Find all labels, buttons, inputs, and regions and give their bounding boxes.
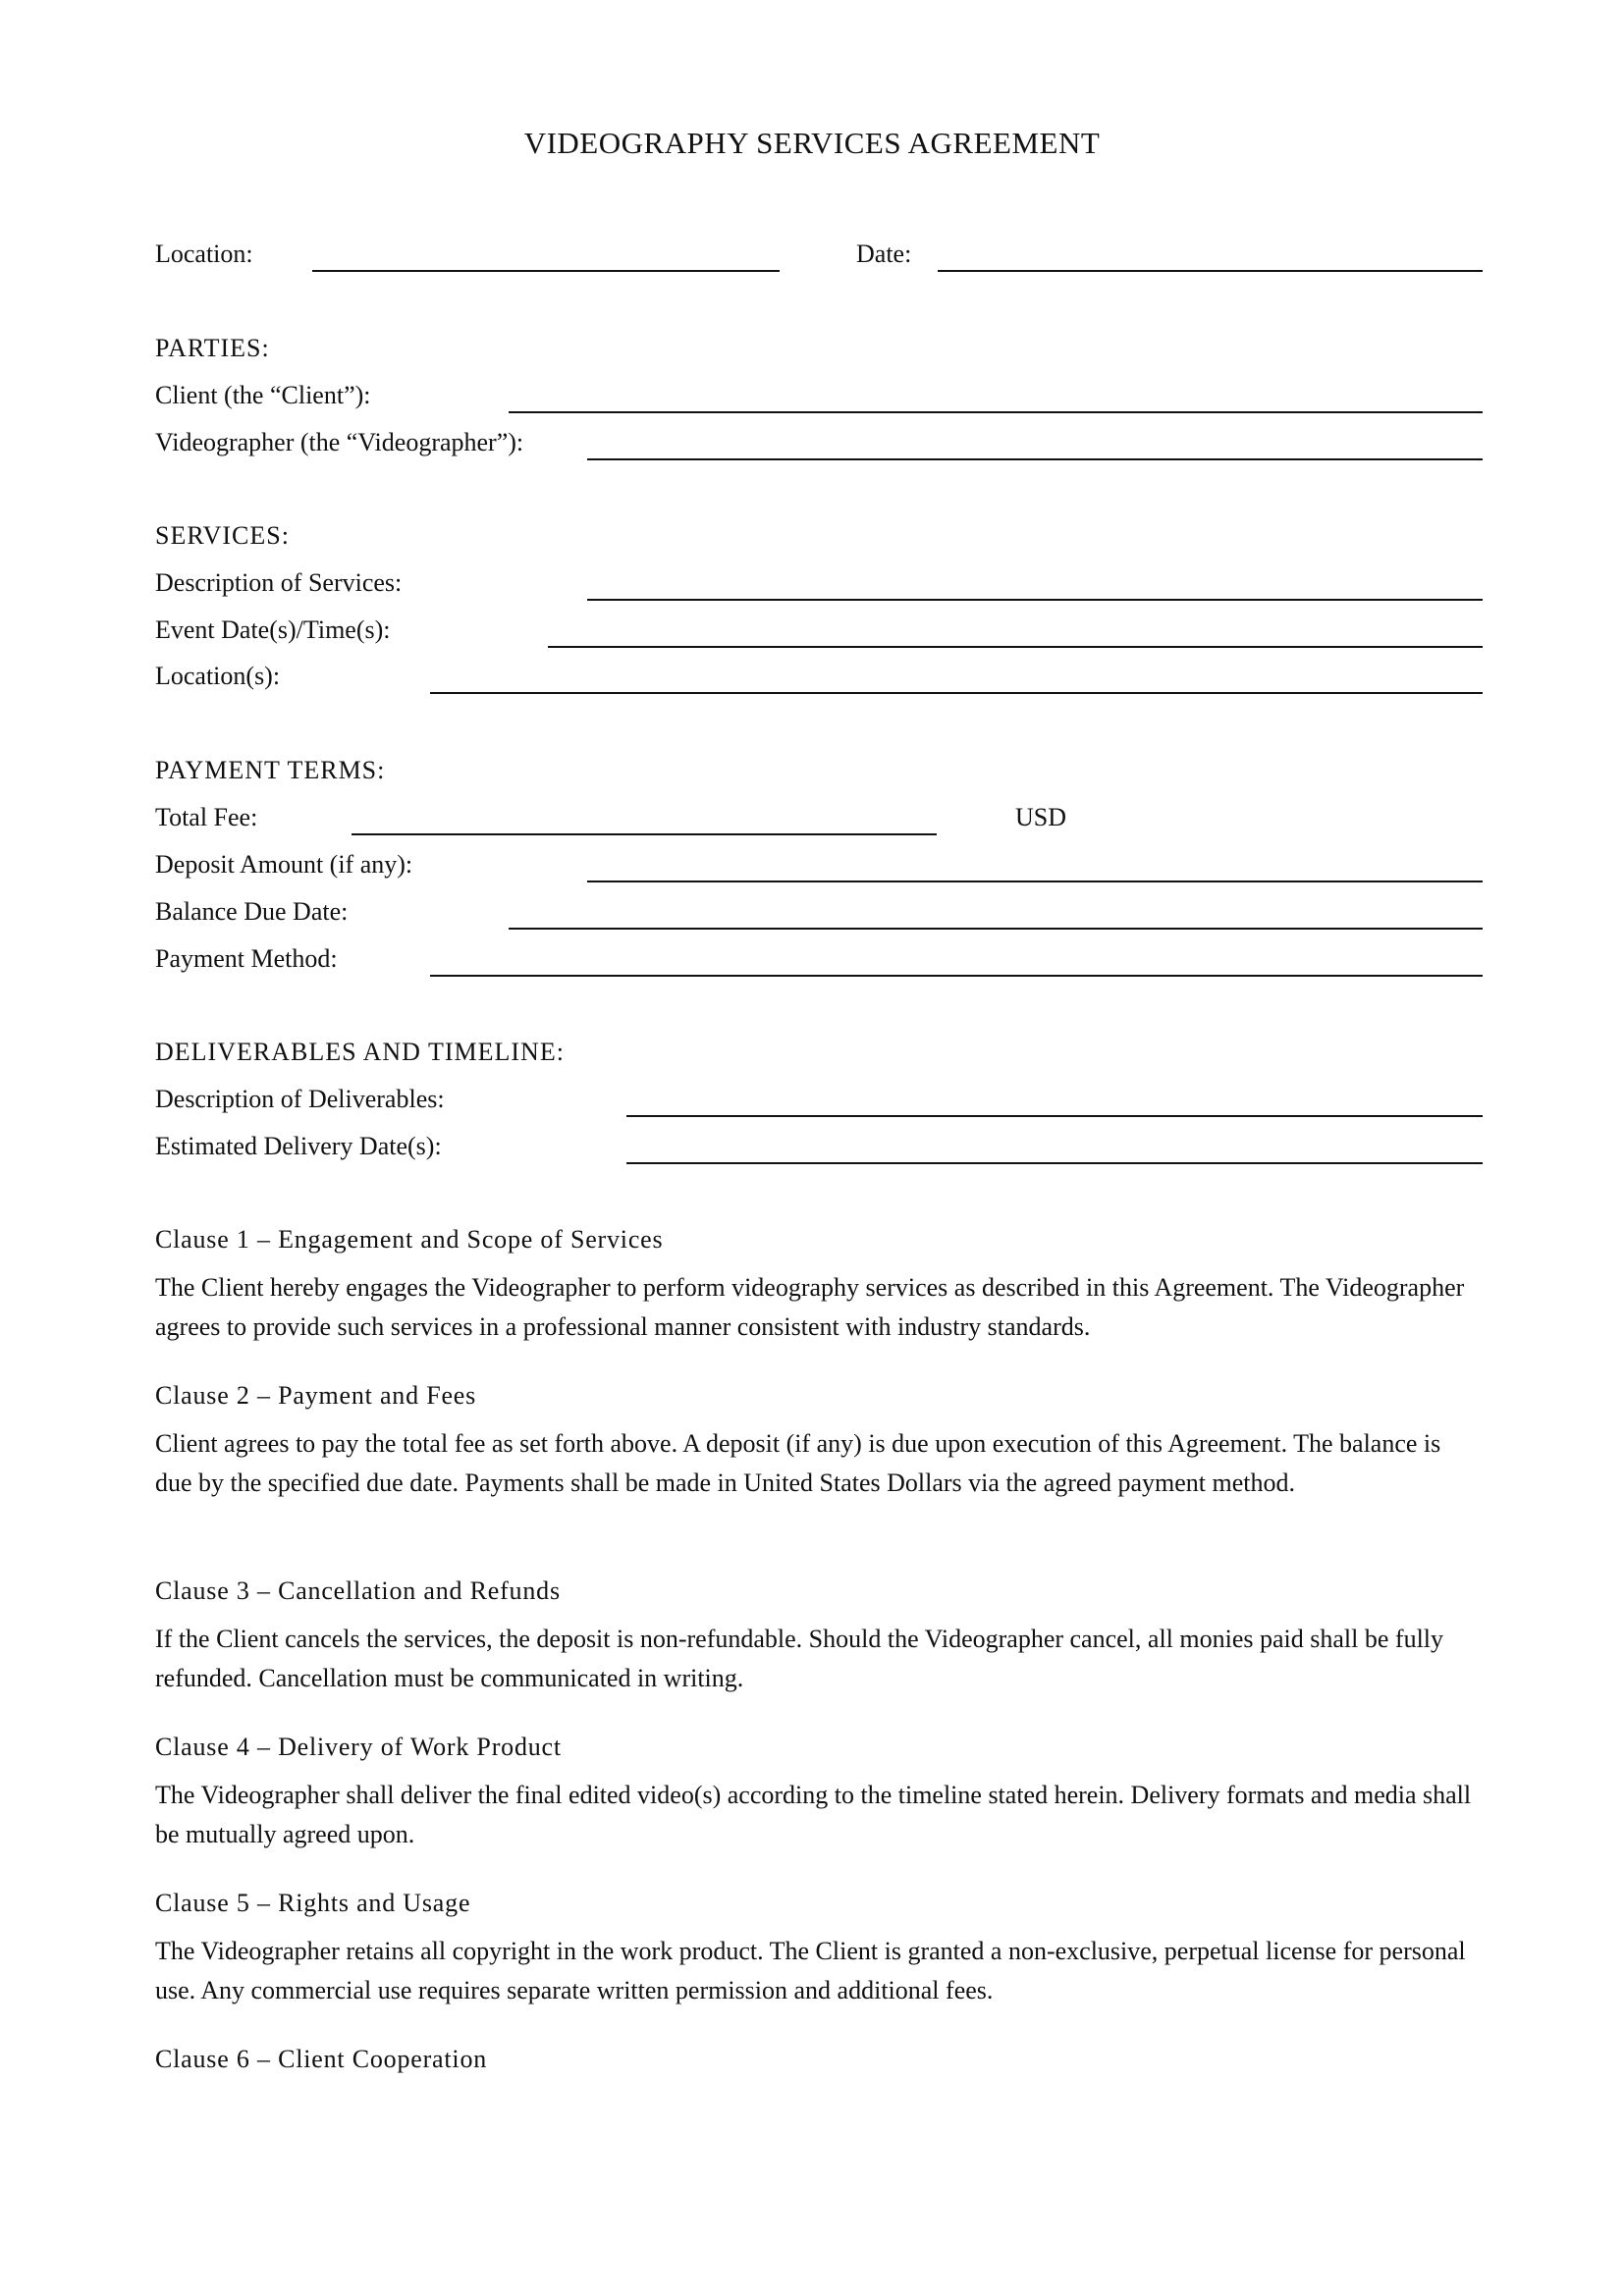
clause-1-body: The Client hereby engages the Videographer to perform videography services as described in this Agreement. The Videographer agrees to provide such services in a professional manner consistent with industry standards. [155,1273,1465,1341]
event-dates-label: Event Date(s)/Time(s): [155,615,391,644]
client-label: Client (the “Client”): [155,381,371,409]
payment-method-field-line[interactable] [430,975,1483,977]
description-of-services-label: Description of Services: [155,568,403,597]
estimated-delivery-dates-field-line[interactable] [626,1162,1483,1164]
clause-2-body: Client agrees to pay the total fee as set forth above. A deposit (if any) is due upon execution of this Agreement. The balance is due by the specified due date. Payments shall be made in United States Dollars via the agreed payment method. [155,1429,1441,1497]
clause-4-heading: Clause 4 – Delivery of Work Product [155,1733,562,1761]
estimated-delivery-dates-label: Estimated Delivery Date(s): [155,1132,442,1160]
clause-1-heading: Clause 1 – Engagement and Scope of Services [155,1225,664,1254]
deliverables-heading: DELIVERABLES AND TIMELINE: [155,1038,565,1066]
event-dates-field-line[interactable] [548,646,1483,648]
clause-3-body: If the Client cancels the services, the deposit is non-refundable. Should the Videographer cancel, all monies paid shall be fully refunded. Cancellation must be communicated in writing. [155,1625,1444,1692]
clause-5-heading: Clause 5 – Rights and Usage [155,1889,471,1917]
videographer-label: Videographer (the “Videographer”): [155,428,524,456]
videographer-field-line[interactable] [587,458,1483,460]
clause-3-heading: Clause 3 – Cancellation and Refunds [155,1576,561,1605]
balance-due-date-label: Balance Due Date: [155,897,349,926]
payment-terms-heading: PAYMENT TERMS: [155,756,386,784]
clause-6-heading: Clause 6 – Client Cooperation [155,2045,488,2073]
clause-2-heading: Clause 2 – Payment and Fees [155,1381,477,1410]
deposit-amount-label: Deposit Amount (if any): [155,850,413,879]
date-field-line[interactable] [938,270,1483,272]
description-of-deliverables-field-line[interactable] [626,1115,1483,1117]
currency-label: USD [1015,803,1067,831]
total-fee-field-line[interactable] [352,833,937,835]
date-label: Date: [856,240,912,268]
deposit-amount-field-line[interactable] [587,881,1483,882]
location-field-line[interactable] [312,270,780,272]
description-of-deliverables-label: Description of Deliverables: [155,1085,445,1113]
clause-4-body: The Videographer shall deliver the final edited video(s) according to the timeline stated herein. Delivery formats and media shall be mutually agreed upon. [155,1781,1472,1848]
document-title: VIDEOGRAPHY SERVICES AGREEMENT [523,126,1101,160]
total-fee-label: Total Fee: [155,803,258,831]
location-label: Location: [155,240,253,268]
clause-5-body: The Videographer retains all copyright in the work product. The Client is granted a non-exclusive, perpetual license for personal use. Any commercial use requires separate written permission and additional fees. [155,1937,1466,2004]
description-of-services-field-line[interactable] [587,599,1483,601]
services-heading: SERVICES: [155,521,290,550]
client-field-line[interactable] [509,411,1483,413]
balance-due-date-field-line[interactable] [509,928,1483,930]
parties-heading: PARTIES: [155,334,270,362]
payment-method-label: Payment Method: [155,944,338,973]
service-locations-field-line[interactable] [430,692,1483,694]
service-locations-label: Location(s): [155,662,281,690]
